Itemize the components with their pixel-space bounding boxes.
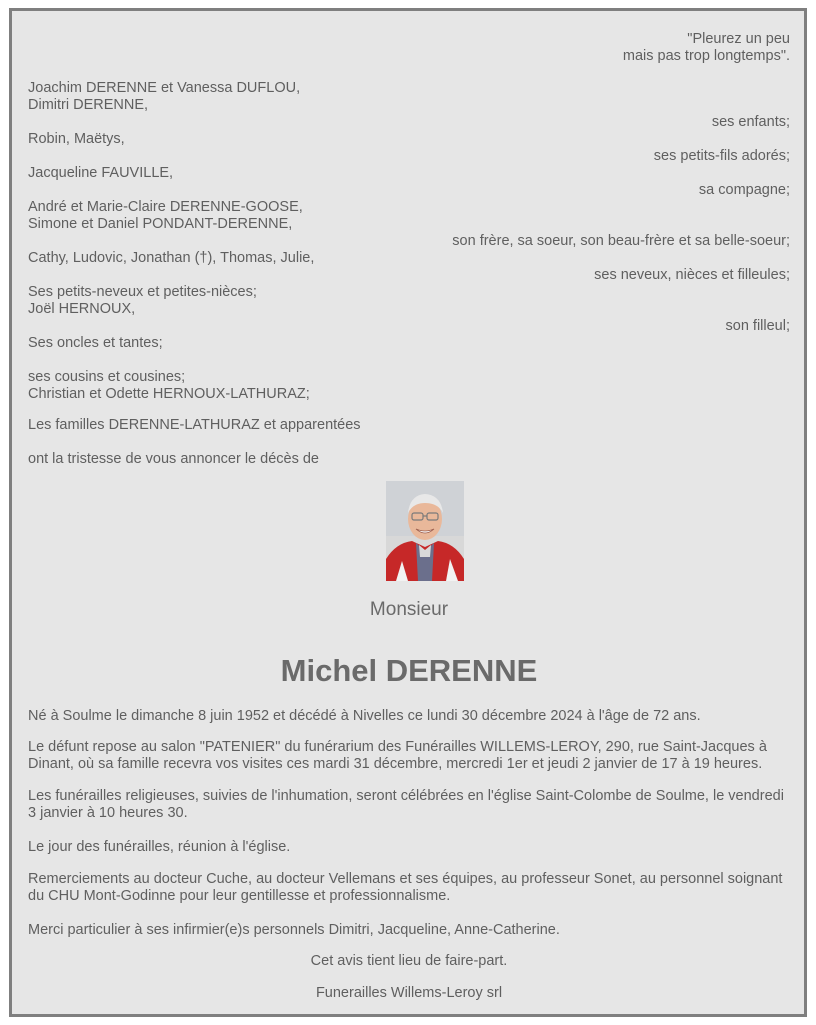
obituary-notice: [9, 8, 807, 1017]
quote-line-1: "Pleurez un peu: [687, 31, 790, 47]
notice-line: Cet avis tient lieu de faire-part.: [310, 953, 508, 969]
family-godson: Joël HERNOUX,: [28, 301, 136, 317]
portrait-image: [386, 481, 464, 581]
family-children-1: Joachim DERENNE et Vanessa DUFLOU,: [28, 80, 301, 96]
deceased-name: Michel DERENNE: [280, 653, 538, 688]
repose-paragraph: Le défunt repose au salon "PATENIER" du funérarium des Funérailles WILLEMS-LEROY, 290, rue Saint-Jacques à Dinant, où sa famille recevra vos visites ces mardi 31 décembre, mercredi 1er et jeudi 2 janvier de 17 à 19 heures.: [28, 739, 767, 772]
quote-line-2: mais pas trop longtemps".: [622, 48, 790, 64]
family-partner-role: sa compagne;: [698, 182, 790, 198]
birth-death-line: Né à Soulme le dimanche 8 juin 1952 et décédé à Nivelles ce lundi 30 décembre 2024 à l'âge de 72 ans.: [28, 708, 701, 724]
family-grandnephews: Ses petits-neveux et petites-nièces;: [28, 284, 257, 300]
family-siblings-2: Simone et Daniel PONDANT-DERENNE,: [28, 216, 293, 232]
family-grandchildren-role: ses petits-fils adorés;: [653, 148, 790, 164]
deceased-portrait: [386, 481, 464, 581]
family-children-role: ses enfants;: [711, 114, 790, 130]
thanks-nurses-line: Merci particulier à ses infirmier(e)s personnels Dimitri, Jacqueline, Anne-Catherine.: [28, 922, 560, 938]
family-nephews: Cathy, Ludovic, Jonathan (†), Thomas, Julie,: [28, 250, 315, 266]
family-families: Les familles DERENNE-LATHURAZ et apparentées: [28, 417, 361, 433]
family-uncles: Ses oncles et tantes;: [28, 335, 163, 351]
family-grandchildren: Robin, Maëtys,: [28, 131, 125, 147]
family-godson-role: son filleul;: [725, 318, 790, 334]
family-nephews-role: ses neveux, nièces et filleules;: [594, 267, 790, 283]
family-cousins-1: ses cousins et cousines;: [28, 369, 186, 385]
family-siblings-role: son frère, sa soeur, son beau-frère et sa belle-soeur;: [452, 233, 790, 249]
thanks-paragraph: Remerciements au docteur Cuche, au docteur Vellemans et ses équipes, au professeur Sonet, au personnel soignant du CHU Mont-Godinne pour leur gentillesse et professionnalisme.: [28, 871, 783, 904]
family-children-2: Dimitri DERENNE,: [28, 97, 149, 113]
deceased-honorific: Monsieur: [369, 599, 449, 620]
reunion-line: Le jour des funérailles, réunion à l'église.: [28, 839, 291, 855]
family-siblings-1: André et Marie-Claire DERENNE-GOOSE,: [28, 199, 303, 215]
announcement-line: ont la tristesse de vous annoncer le décès de: [28, 451, 319, 467]
family-partner: Jacqueline FAUVILLE,: [28, 165, 174, 181]
funeral-paragraph: Les funérailles religieuses, suivies de l'inhumation, seront célébrées en l'église Saint-Colombe de Soulme, le vendredi 3 janvier à 10 heures 30.: [28, 788, 784, 821]
family-cousins-2: Christian et Odette HERNOUX-LATHURAZ;: [28, 386, 310, 402]
funeral-home-line: Funerailles Willems-Leroy srl: [315, 985, 503, 1001]
